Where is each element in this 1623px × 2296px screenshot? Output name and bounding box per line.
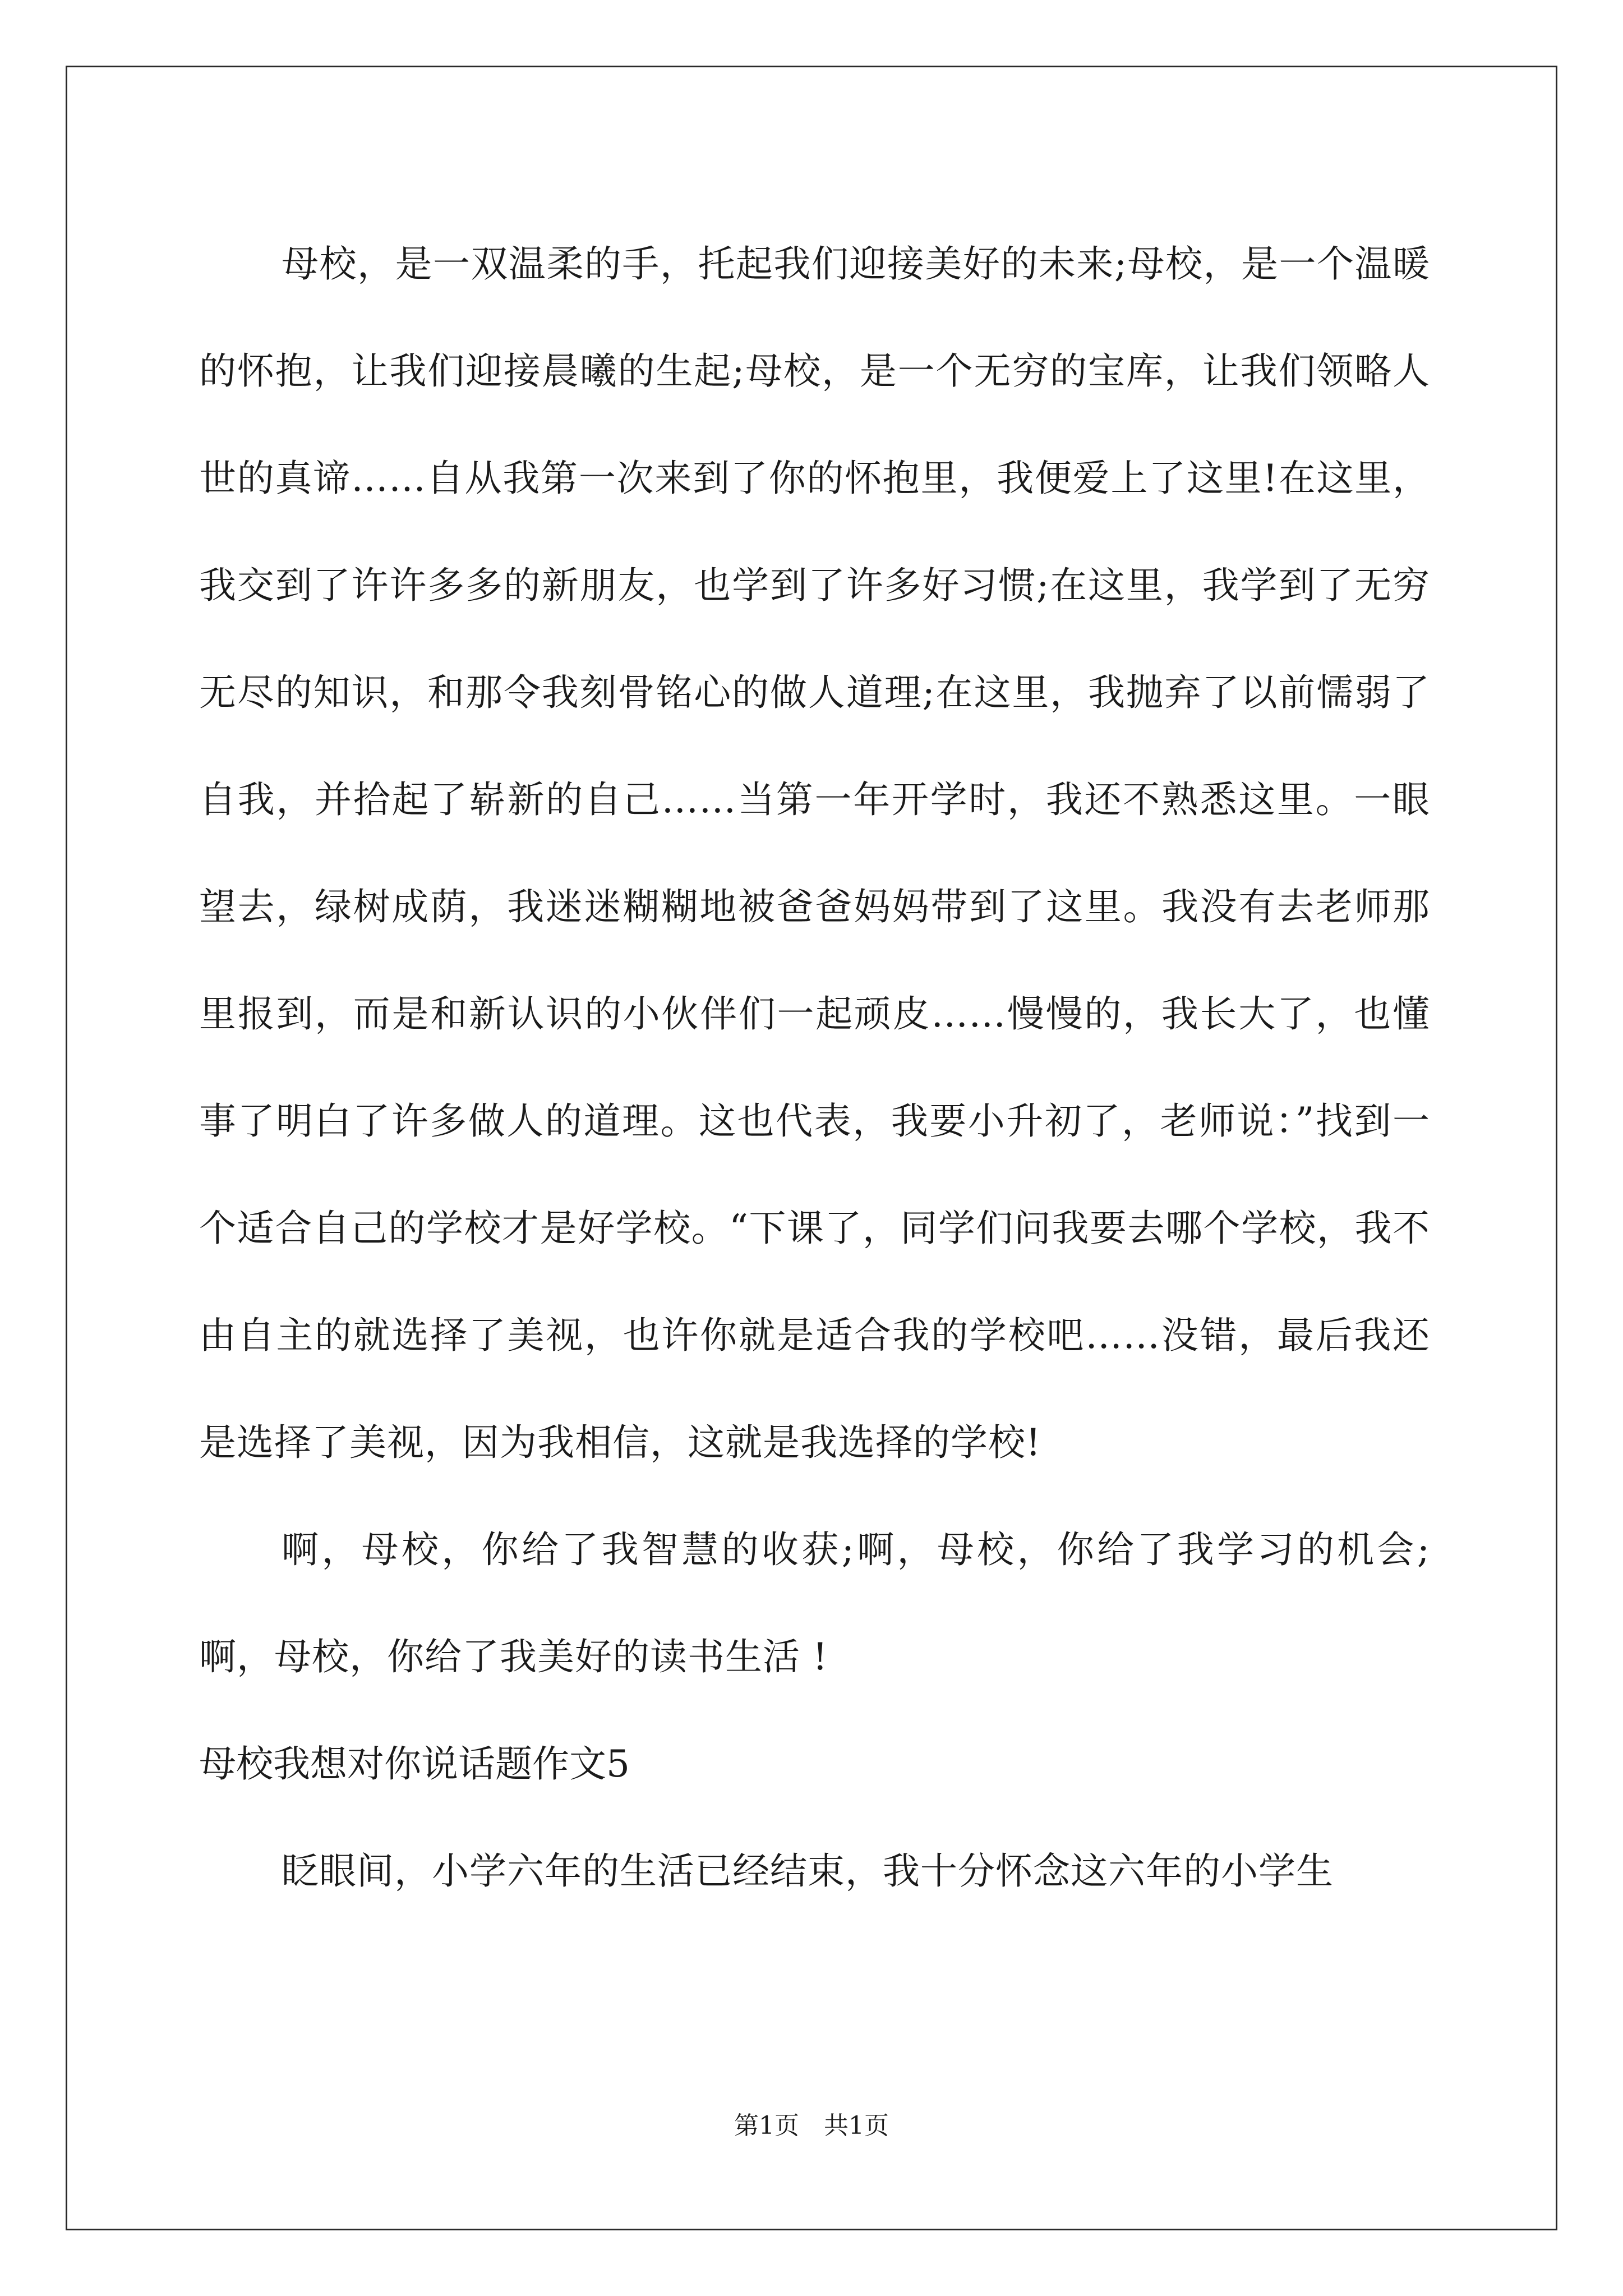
- paragraph-1: 母校，是一双温柔的手，托起我们迎接美好的未来;母校，是一个温暖的怀抱，让我们迎接晨曦的生起;母校，是一个无穷的宝库，让我们领略人世的真谛……自从我第一次来到了你的怀抱里，我便爱上了这里!在这里，我交到了许许多多的新朋友，也学到了许多好习惯;在这里，我学到了无穷无尽的知识，和那令我刻骨铭心的做人道理;在这里，我抛弃了以前懦弱了自我，并拾起了崭新的自己……当第一年开学时，我还不熟悉这里。一眼望去，绿树成荫，我迷迷糊糊地被爸爸妈妈带到了这里。我没有去老师那里报到，而是和新认识的小伙伴们一起顽皮……慢慢的，我长大了，也懂事了明白了许多做人的道理。这也代表，我要小升初了，老师说：”找到一个适合自己的学校才是好学校。“下课了，同学们问我要去哪个学校，我不由自主的就选择了美视，也许你就是适合我的学校吧……没错，最后我还是选择了美视，因为我相信，这就是我选择的学校!: [199, 242, 1430, 1464]
- paragraph-2: 啊，母校，你给了我智慧的收获;啊，母校，你给了我学习的机会;啊，母校，你给了我美好的读书生活 !: [199, 1528, 1430, 1678]
- page-number-footer: 第1页 共1页: [734, 2111, 889, 2140]
- section-heading: 母校我想对你说话题作文5: [199, 1742, 630, 1786]
- document-body: [199, 210, 1430, 1925]
- paragraph-3: 眨眼间，小学六年的生活已经结束，我十分怀念这六年的小学生: [282, 1849, 1334, 1893]
